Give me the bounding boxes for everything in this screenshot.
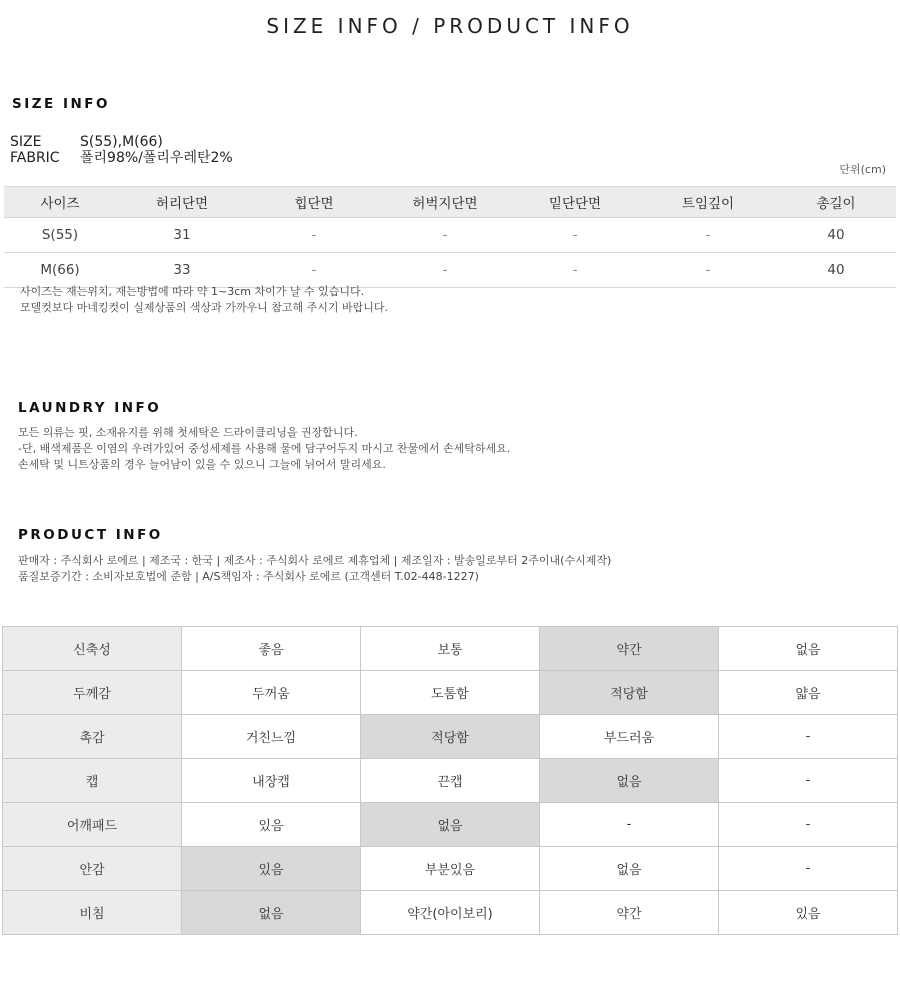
property-option: 있음 bbox=[182, 803, 361, 847]
property-option: 없음 bbox=[540, 847, 719, 891]
property-option: 있음 bbox=[719, 891, 898, 935]
product-notes bbox=[18, 553, 611, 585]
property-option: - bbox=[540, 803, 719, 847]
table-row bbox=[4, 253, 896, 288]
property-row bbox=[3, 803, 898, 847]
table-cell: - bbox=[640, 218, 776, 253]
size-table-header bbox=[4, 187, 896, 218]
table-row bbox=[4, 218, 896, 253]
table-cell: - bbox=[380, 253, 510, 288]
fabric-properties-table bbox=[2, 626, 898, 935]
table-cell: 40 bbox=[776, 218, 896, 253]
size-col-header: 사이즈 bbox=[4, 187, 116, 218]
property-label: 두께감 bbox=[3, 671, 182, 715]
waist-col-header: 허리단면 bbox=[116, 187, 248, 218]
property-row bbox=[3, 627, 898, 671]
table-cell: - bbox=[510, 253, 640, 288]
fabric-label: FABRIC bbox=[10, 150, 60, 166]
property-row bbox=[3, 715, 898, 759]
property-option: 없음 bbox=[719, 627, 898, 671]
property-option: 좋음 bbox=[182, 627, 361, 671]
property-option: 끈캡 bbox=[361, 759, 540, 803]
property-option-selected: 적당함 bbox=[540, 671, 719, 715]
size-note: 사이즈는 재는위치, 재는방법에 따라 약 1~3cm 차이가 날 수 있습니다. bbox=[20, 285, 365, 298]
laundry-notes bbox=[18, 425, 510, 473]
property-option: 부드러움 bbox=[540, 715, 719, 759]
property-option: 부분있음 bbox=[361, 847, 540, 891]
size-spec bbox=[10, 134, 163, 150]
property-option-selected: 없음 bbox=[361, 803, 540, 847]
laundry-line: 손세탁 및 니트상품의 경우 늘어남이 있을 수 있으니 그늘에 뉘어서 말리세요. bbox=[18, 458, 386, 471]
page-title: SIZE INFO / PRODUCT INFO bbox=[266, 14, 634, 38]
table-cell: - bbox=[248, 218, 380, 253]
size-value: S(55),M(66) bbox=[80, 134, 163, 150]
size-notes bbox=[20, 284, 388, 316]
property-option-selected: 있음 bbox=[182, 847, 361, 891]
property-option: 보통 bbox=[361, 627, 540, 671]
property-option-selected: 없음 bbox=[540, 759, 719, 803]
property-row bbox=[3, 671, 898, 715]
property-option: 약간(아이보리) bbox=[361, 891, 540, 935]
property-option-selected: 약간 bbox=[540, 627, 719, 671]
property-label: 촉감 bbox=[3, 715, 182, 759]
table-cell: 40 bbox=[776, 253, 896, 288]
property-option: - bbox=[719, 715, 898, 759]
table-cell: 33 bbox=[116, 253, 248, 288]
property-label: 안감 bbox=[3, 847, 182, 891]
property-label: 비침 bbox=[3, 891, 182, 935]
fabric-spec bbox=[10, 150, 233, 166]
property-option: - bbox=[719, 847, 898, 891]
length-col-header: 총길이 bbox=[776, 187, 896, 218]
laundry-info-heading: LAUNDRY INFO bbox=[18, 400, 162, 416]
size-info-heading: SIZE INFO bbox=[12, 96, 110, 112]
property-label: 캡 bbox=[3, 759, 182, 803]
property-option: 얇음 bbox=[719, 671, 898, 715]
product-info-heading: PRODUCT INFO bbox=[18, 527, 163, 543]
property-row bbox=[3, 847, 898, 891]
table-cell: - bbox=[380, 218, 510, 253]
hip-col-header: 힙단면 bbox=[248, 187, 380, 218]
size-table bbox=[4, 186, 896, 288]
property-option: - bbox=[719, 803, 898, 847]
property-option: 두꺼움 bbox=[182, 671, 361, 715]
table-cell: - bbox=[248, 253, 380, 288]
property-label: 어깨패드 bbox=[3, 803, 182, 847]
slit-col-header: 트임깊이 bbox=[640, 187, 776, 218]
property-option: 거친느낌 bbox=[182, 715, 361, 759]
laundry-line: 모든 의류는 핏, 소재유지를 위해 첫세탁은 드라이클리닝을 권장합니다. bbox=[18, 426, 358, 439]
unit-label: 단위(cm) bbox=[839, 163, 886, 176]
property-row bbox=[3, 891, 898, 935]
table-cell: M(66) bbox=[4, 253, 116, 288]
property-option-selected: 적당함 bbox=[361, 715, 540, 759]
table-cell: - bbox=[640, 253, 776, 288]
product-line: 판매자 : 주식회사 로에르 | 제조국 : 한국 | 제조사 : 주식회사 로에르 제휴업체 | 제조일자 : 발송일로부터 2주이내(수시제작) bbox=[18, 554, 612, 567]
thigh-col-header: 허벅지단면 bbox=[380, 187, 510, 218]
product-line: 품질보증기간 : 소비자보호법에 준함 | A/S책임자 : 주식회사 로에르 (고객센터 T.02-448-1227) bbox=[18, 570, 479, 583]
fabric-value: 폴리98%/폴리우레탄2% bbox=[80, 150, 233, 166]
property-option: 도톰함 bbox=[361, 671, 540, 715]
table-cell: S(55) bbox=[4, 218, 116, 253]
table-cell: 31 bbox=[116, 218, 248, 253]
property-option: - bbox=[719, 759, 898, 803]
hem-col-header: 밑단단면 bbox=[510, 187, 640, 218]
property-option-selected: 없음 bbox=[182, 891, 361, 935]
property-option: 약간 bbox=[540, 891, 719, 935]
property-option: 내장캡 bbox=[182, 759, 361, 803]
size-label: SIZE bbox=[10, 134, 42, 150]
size-note: 모델컷보다 마네킹컷이 실제상품의 색상과 가까우니 참고해 주시기 바랍니다. bbox=[20, 301, 389, 314]
property-row bbox=[3, 759, 898, 803]
laundry-line: -단, 배색제품은 이염의 우려가있어 중성세제를 사용해 물에 담구어두지 마시고 찬물에서 손세탁하세요. bbox=[18, 442, 511, 455]
table-cell: - bbox=[510, 218, 640, 253]
property-label: 신축성 bbox=[3, 627, 182, 671]
